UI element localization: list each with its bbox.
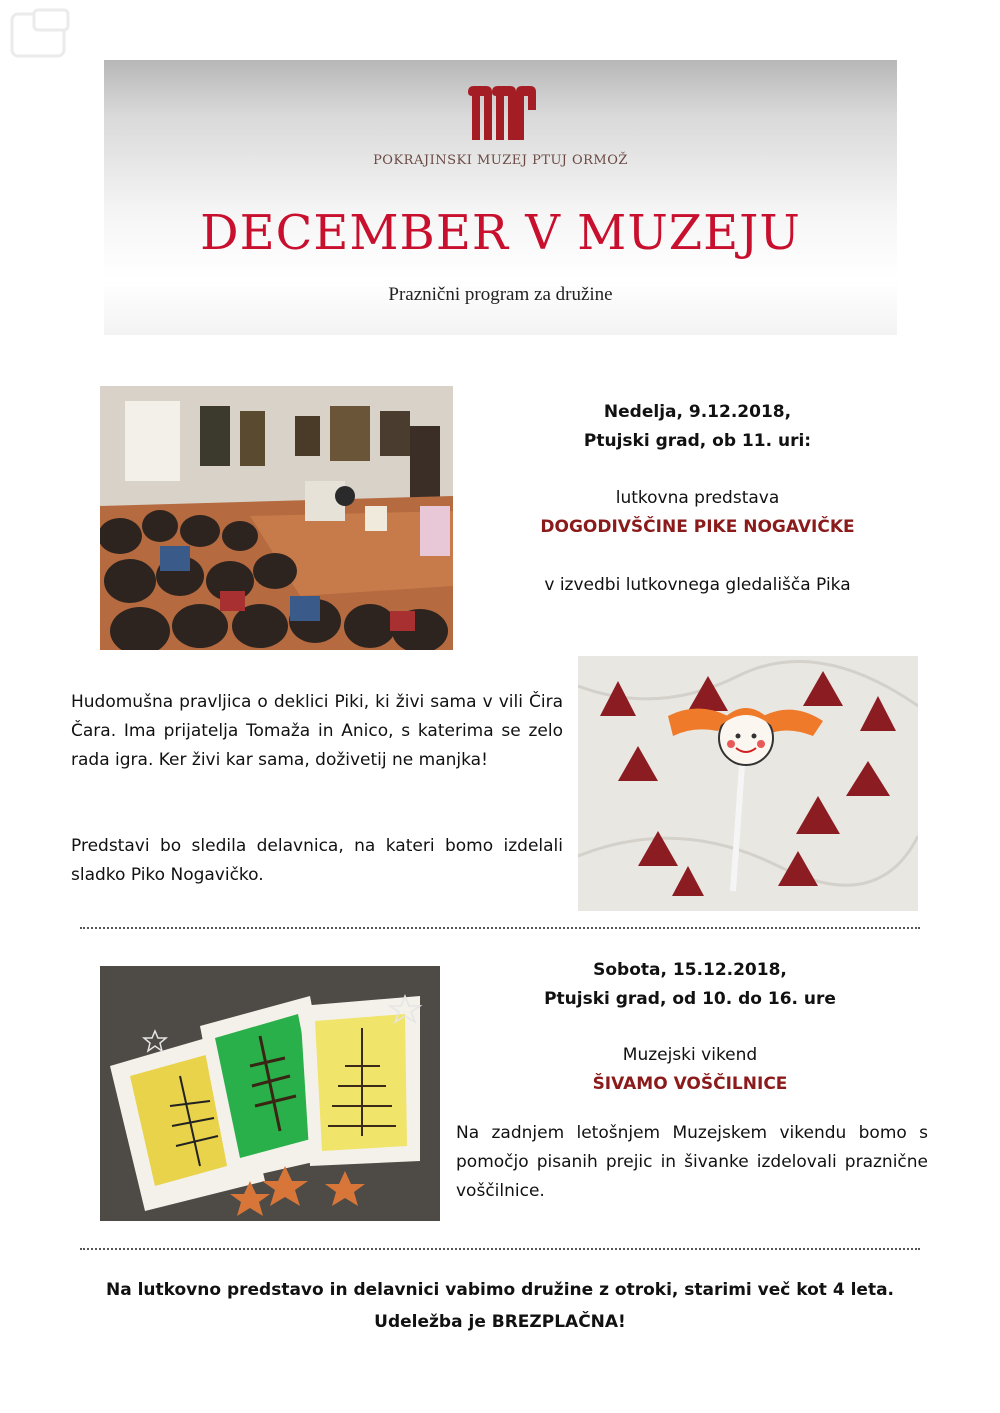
event2-info — [490, 956, 890, 1014]
event2-description: Na zadnjem letošnjem Muzejskem vikendu bomo s pomočjo pisanih prejic in šivanke izdelovali praznične voščilnice. — [456, 1123, 928, 1201]
event1-name: DOGODIVŠČINE PIKE NOGAVIČKE — [540, 517, 855, 537]
museum-name: POKRAJINSKI MUZEJ PTUJ ORMOŽ — [373, 153, 628, 168]
event1-details — [500, 484, 895, 542]
pippi-lollipop-photo — [578, 656, 918, 911]
page-title: DECEMBER V MUZEJU — [200, 205, 801, 261]
event1-date: Nedelja, 9.12.2018, — [603, 402, 792, 422]
event1-performer: v izvedbi lutkovnega gledališča Pika — [544, 575, 851, 595]
greeting-cards-photo — [100, 966, 440, 1221]
event2-type: Muzejski vikend — [622, 1045, 758, 1065]
section-divider — [80, 927, 920, 929]
footer-free-entry: Udeležba je BREZPLAČNA! — [374, 1312, 626, 1332]
footer-note — [40, 1274, 960, 1338]
event2-place: Ptujski grad, od 10. do 16. ure — [544, 989, 836, 1009]
event2-date: Sobota, 15.12.2018, — [593, 960, 787, 980]
puppet-show-photo — [100, 386, 453, 650]
event1-place: Ptujski grad, ob 11. uri: — [583, 431, 812, 451]
event1-info — [500, 398, 895, 456]
event1-type: lutkovna predstava — [615, 488, 780, 508]
event2-details — [490, 1041, 890, 1099]
museum-logo-icon — [466, 86, 538, 144]
event1-workshop: Predstavi bo sledila delavnica, na kateri bomo izdelali sladko Piko Nogavičko. — [71, 836, 563, 885]
event2-name: ŠIVAMO VOŠČILNICE — [592, 1074, 788, 1094]
section-divider — [80, 1248, 920, 1250]
watermark-logo — [8, 8, 118, 63]
footer-invitation: Na lutkovno predstavo in delavnici vabimo družine z otroki, starimi več kot 4 leta. — [105, 1280, 895, 1300]
page-subtitle: Praznični program za družine — [388, 284, 613, 305]
event1-description: Hudomušna pravljica o deklici Piki, ki živi sama v vili Čira Čara. Ima prijatelja Tomaža in Anico, s katerima se zelo rada igra. Ker živi kar sama, doživetij ne manjka! — [71, 692, 563, 770]
